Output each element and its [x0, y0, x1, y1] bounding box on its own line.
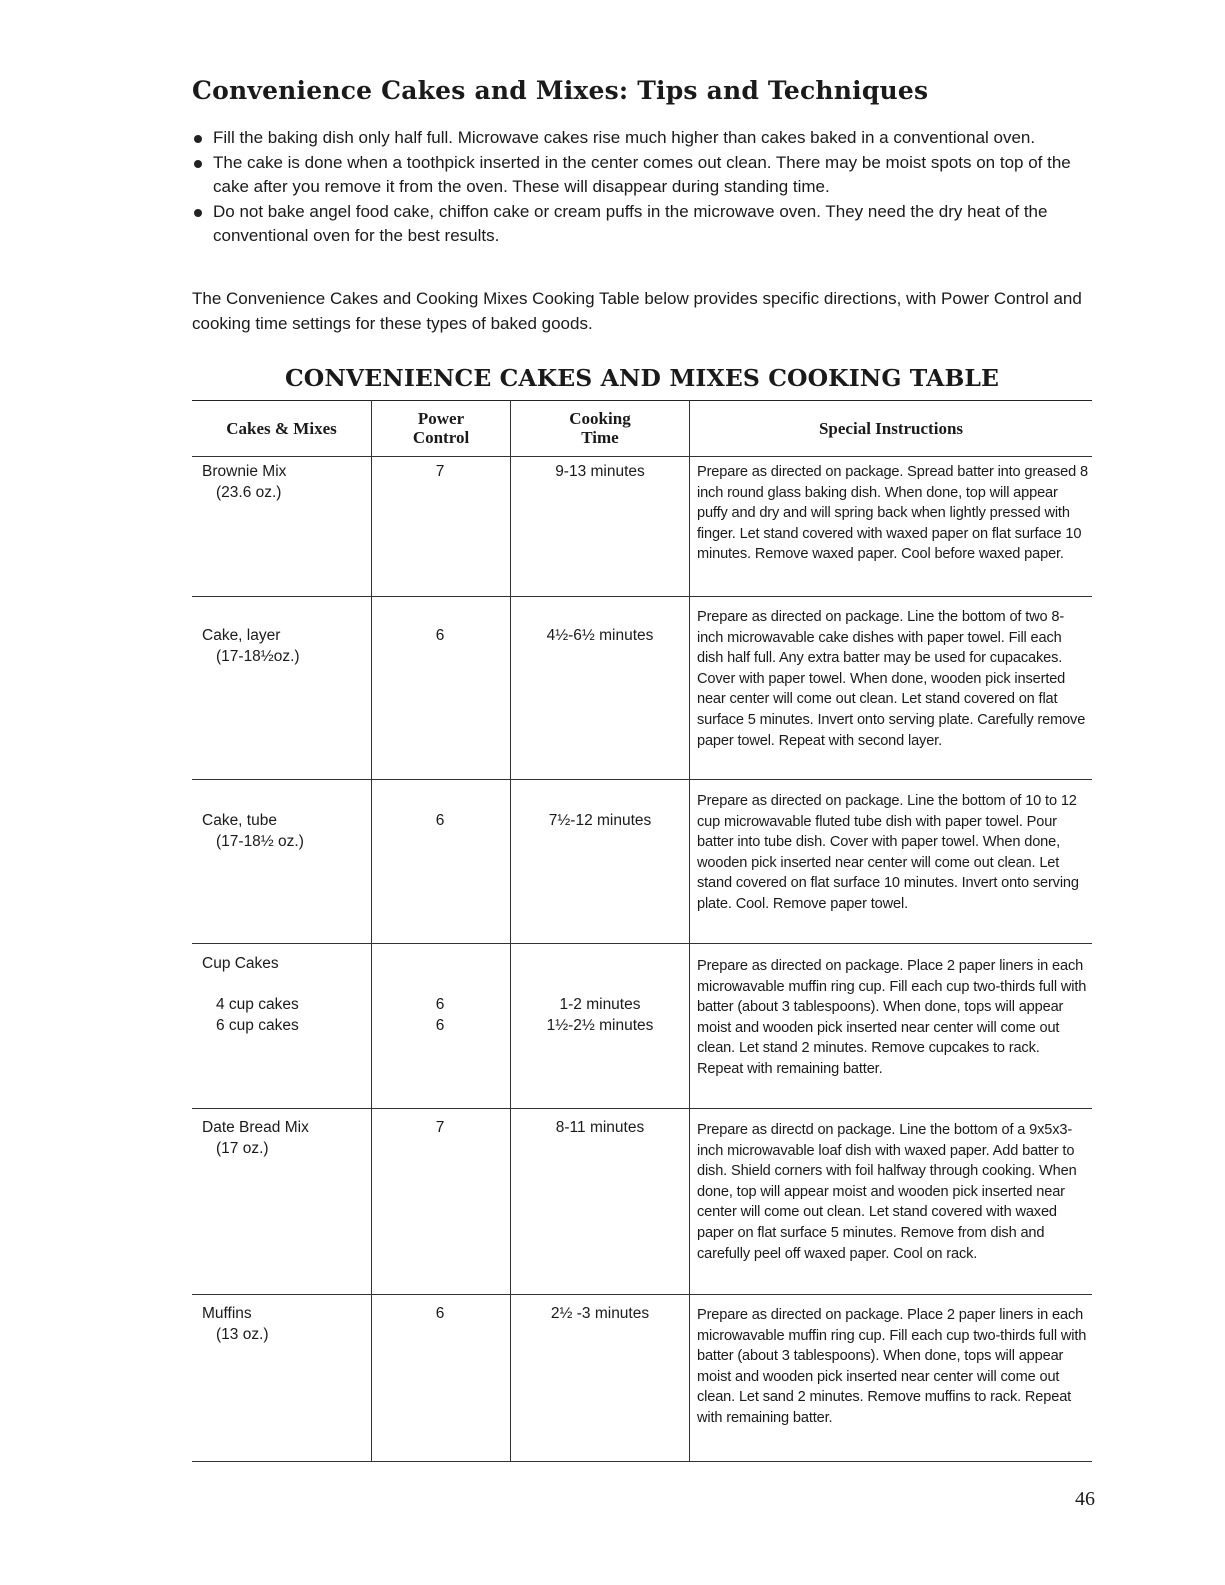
item-size: (17-18½oz.) — [216, 647, 300, 665]
cooking-time: 2½ -3 minutes — [550, 1305, 650, 1322]
tips-list — [192, 126, 1092, 249]
table-title: CONVENIENCE CAKES AND MIXES COOKING TABLE — [284, 364, 1000, 392]
column-divider — [510, 400, 511, 1462]
special-instructions: Prepare as directed on package. Place 2 paper liners in each microwavable muffin ring cup. Fill each cup two-thirds full with batter (about 3 tablespoons). When done, tops will appear moist and wooden pick inserted near center will come out clean. Let sand 2 minutes. Remove muffins to rack. Repeat with remaining batter. — [697, 1307, 1087, 1426]
row-divider — [192, 1294, 1092, 1295]
item-size: (23.6 oz.) — [216, 483, 282, 501]
header-rule — [192, 456, 1092, 457]
row-divider — [192, 1108, 1092, 1109]
header-power-control: Power Control — [412, 409, 470, 447]
power-level: 6 — [435, 627, 445, 644]
special-instructions: Prepare as directd on package. Line the bottom of a 9x5x3-inch microwavable loaf dish with waxed paper. Add batter to dish. Shield corners with foil halfway through cooking. When done, top will appear moist and wooden pick inserted near center will come out clean. Let stand covered with waxed paper on flat surface 5 minutes. Remove from dish and carefully peel off waxed paper. Cool on rack. — [697, 1122, 1077, 1262]
row-divider — [192, 779, 1092, 780]
table-bottom-rule — [192, 1461, 1092, 1462]
special-instructions: Prepare as directed on package. Place 2 paper liners in each microwavable muffin ring cup. Fill each cup two-thirds full with batter (about 3 tablespoons). When done, tops will appear moist and wooden pick inserted near center will come out clean. Let stand 2 minutes. Remove cupcakes to rack. Repeat with remaining batter. — [697, 958, 1087, 1077]
power-level: 6 — [435, 996, 445, 1013]
cooking-time: 1½-2½ minutes — [546, 1016, 654, 1034]
item-name: Cake, layer — [202, 627, 281, 644]
cooking-time: 8-11 minutes — [555, 1119, 645, 1136]
special-instructions: Prepare as directed on package. Line the bottom of 10 to 12 cup microwavable fluted tube dish with paper towel. Pour batter into tube dish. Cover with paper towel. When done, wooden pick inserted near center will come out clean. Let stand covered on flat surface 10 minutes. Invert onto serving plate. Cool. Remove paper towel. — [697, 793, 1079, 912]
header-special-instructions: Special Instructions — [818, 418, 964, 438]
cooking-time: 4½-6½ minutes — [546, 627, 654, 644]
column-divider — [689, 400, 690, 1462]
tip-item: Fill the baking dish only half full. Microwave cakes rise much higher than cakes baked in a conventional oven. — [192, 126, 1092, 151]
intro-paragraph: The Convenience Cakes and Cooking Mixes Cooking Table below provides specific directions, with Power Control and cooking time settings for these types of baked goods. — [192, 289, 1082, 333]
special-instructions: Prepare as directed on package. Spread batter into greased 8 inch round glass baking dish. When done, top will appear puffy and dry and will spring back when lightly pressed with finger. Let stand covered with waxed paper on flat surface 10 minutes. Remove waxed paper. Cool before waxed paper. — [697, 464, 1088, 563]
power-level: 7 — [435, 463, 445, 480]
page-number: 46 — [1075, 1488, 1095, 1510]
item-name: Brownie Mix — [202, 463, 287, 480]
item-size: (17 oz.) — [216, 1139, 269, 1157]
item-variant: 6 cup cakes — [216, 1016, 299, 1034]
item-name: Cup Cakes — [202, 955, 279, 972]
row-divider — [192, 596, 1092, 597]
item-size: (17-18½ oz.) — [216, 832, 304, 850]
power-level: 6 — [435, 1016, 445, 1034]
tip-item: The cake is done when a toothpick inserted in the center comes out clean. There may be moist spots on top of the cake after you remove it from the oven. These will disappear during standing time. — [192, 151, 1092, 200]
special-instructions: Prepare as directed on package. Line the bottom of two 8-inch microwavable cake dishes with paper towel. Fill each dish half full. Any extra batter may be used for cupacakes. Cover with paper towel. When done, wooden pick inserted near center will come out clean. Let stand covered on flat surface 5 minutes. Invert onto serving plate. Carefully remove paper towel. Repeat with second layer. — [697, 609, 1086, 749]
power-level: 6 — [435, 1305, 445, 1322]
item-size: (13 oz.) — [216, 1325, 269, 1343]
tip-item: Do not bake angel food cake, chiffon cake or cream puffs in the microwave oven. They need the dry heat of the conventional oven for the best results. — [192, 200, 1092, 249]
header-cooking-time: Cooking Time — [569, 409, 631, 447]
column-divider — [371, 400, 372, 1462]
item-name: Muffins — [202, 1305, 252, 1322]
row-divider — [192, 943, 1092, 944]
power-level: 7 — [435, 1119, 445, 1136]
power-level: 6 — [435, 812, 445, 829]
item-name: Cake, tube — [202, 812, 277, 829]
item-variant: 4 cup cakes — [216, 996, 299, 1014]
cooking-time: 1-2 minutes — [559, 996, 641, 1013]
page-title: Convenience Cakes and Mixes: Tips and Techniques — [192, 76, 929, 105]
item-name: Date Bread Mix — [202, 1119, 309, 1136]
header-cakes-mixes: Cakes & Mixes — [226, 418, 337, 438]
cooking-time: 9-13 minutes — [555, 463, 645, 480]
cooking-time: 7½-12 minutes — [548, 812, 652, 829]
